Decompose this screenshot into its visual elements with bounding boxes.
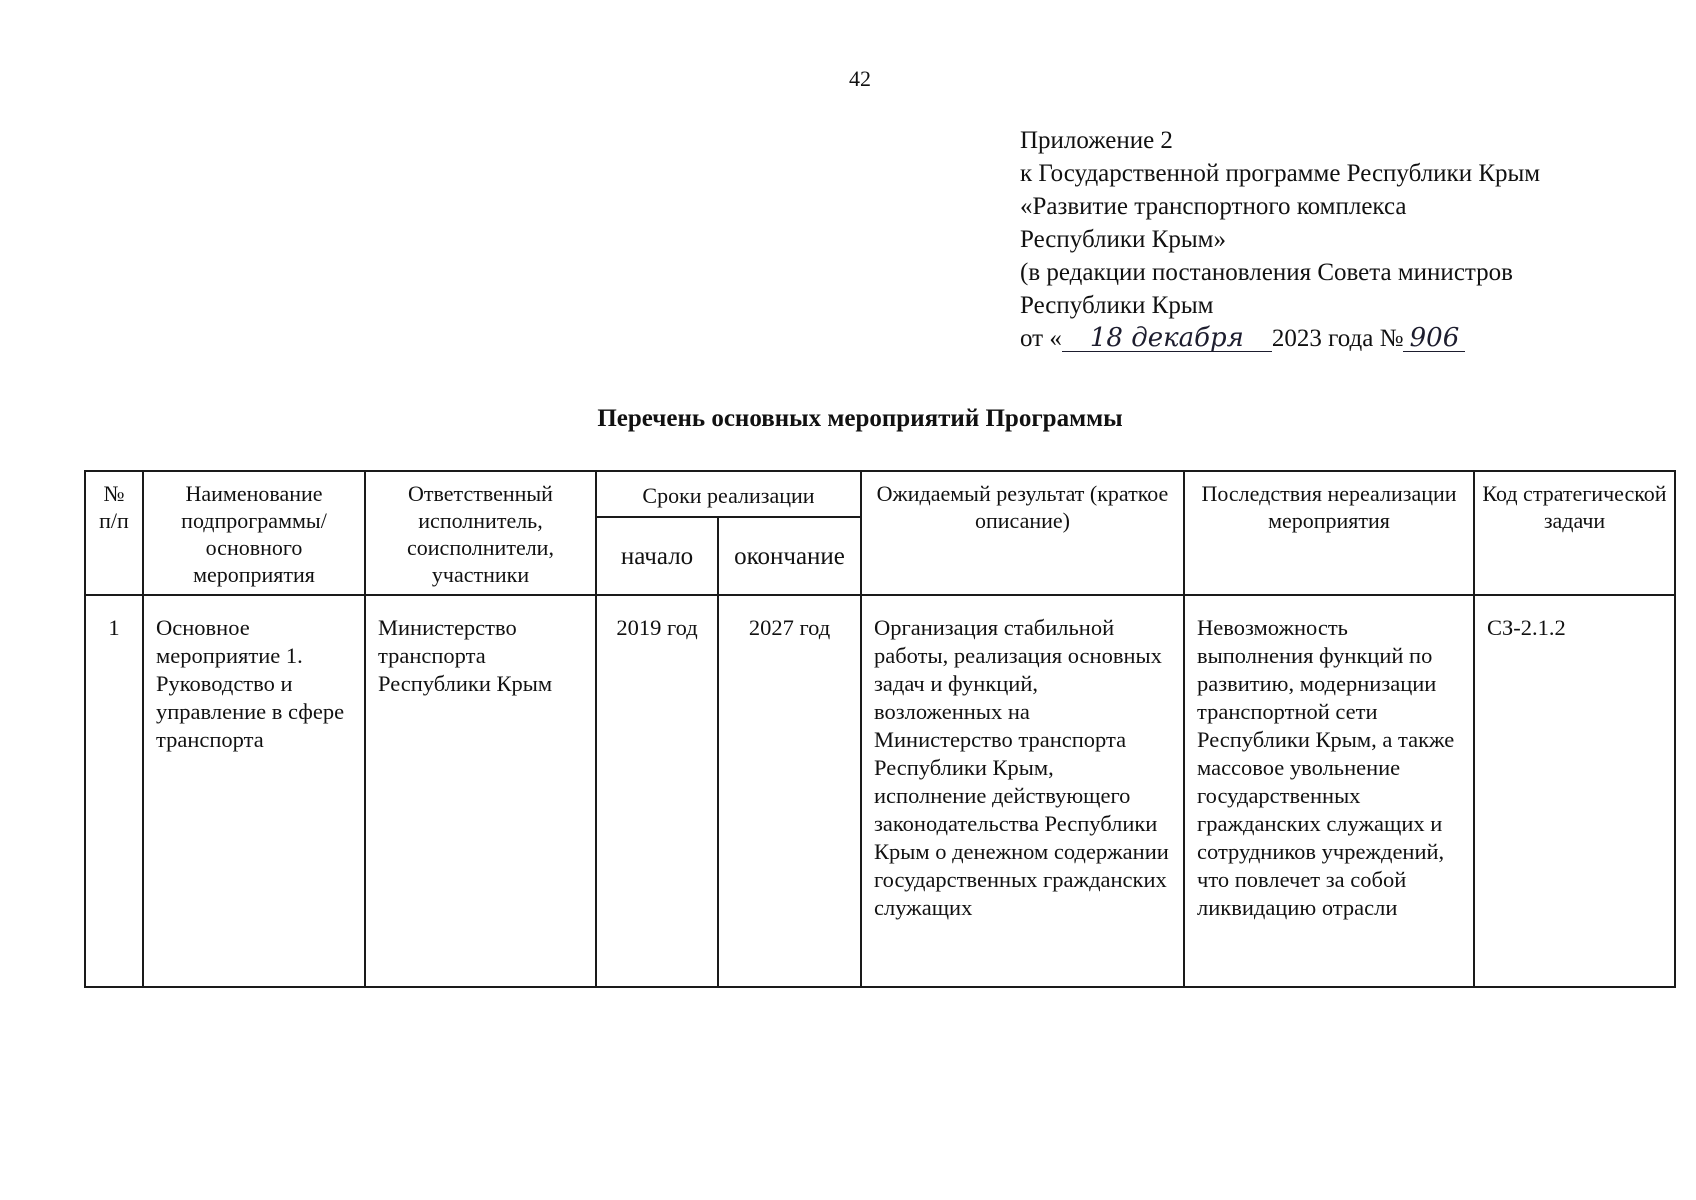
header-start: начало	[596, 517, 718, 595]
page-number: 42	[849, 66, 871, 91]
cell-end: 2027 год	[718, 595, 861, 987]
header-consequences: Последствия нереализации мероприятия	[1184, 471, 1474, 595]
cell-start: 2019 год	[596, 595, 718, 987]
cell-result: Организация стабильной работы, реализация основных задач и функций, возложенных на Министерство транспорта Республики Крым, исполнение действующего законодательства Республики Крым о денежном содержании государственных гражданских служащих	[861, 595, 1184, 987]
appendix-line: Республики Крым»	[1020, 226, 1226, 253]
header-name: Наименование подпрограммы/ основного мероприятия	[143, 471, 365, 595]
header-row	[85, 471, 1675, 517]
appendix-block	[1020, 124, 1540, 355]
appendix-line: (в редакции постановления Совета министров	[1020, 259, 1513, 286]
handwritten-number: 906	[1403, 325, 1465, 352]
appendix-line: Республики Крым	[1020, 292, 1214, 319]
events-table	[84, 470, 1676, 988]
appendix-line: «Развитие транспортного комплекса	[1020, 193, 1407, 220]
cell-name: Основное мероприятие 1. Руководство и управление в сфере транспорта	[143, 595, 365, 987]
cell-num: 1	[85, 595, 143, 987]
table-row	[85, 595, 1675, 987]
header-result: Ожидаемый результат (краткое описание)	[861, 471, 1184, 595]
year-text: 2023 года №	[1271, 325, 1404, 352]
cell-code: СЗ-2.1.2	[1474, 595, 1675, 987]
header-num: № п/п	[85, 471, 143, 595]
header-period: Сроки реализации	[596, 471, 861, 517]
resolution-date-line	[1020, 322, 1540, 355]
header-end: окончание	[718, 517, 861, 595]
from-prefix: от «	[1020, 325, 1062, 352]
appendix-line: Приложение 2	[1020, 127, 1173, 154]
appendix-line: к Государственной программе Республики Крым	[1020, 160, 1541, 187]
header-code: Код стратегической задачи	[1474, 471, 1675, 595]
handwritten-date: 18 декабря	[1062, 325, 1272, 352]
header-executor: Ответственный исполнитель, соисполнители, участники	[365, 471, 596, 595]
document-title: Перечень основных мероприятий Программы	[597, 405, 1123, 432]
cell-executor: Министерство транспорта Республики Крым	[365, 595, 596, 987]
cell-consequences: Невозможность выполнения функций по развитию, модернизации транспортной сети Республики Крым, а также массовое увольнение государственных гражданских служащих и сотрудников учреждений, что повлечет за собой ликвидацию отрасли	[1184, 595, 1474, 987]
